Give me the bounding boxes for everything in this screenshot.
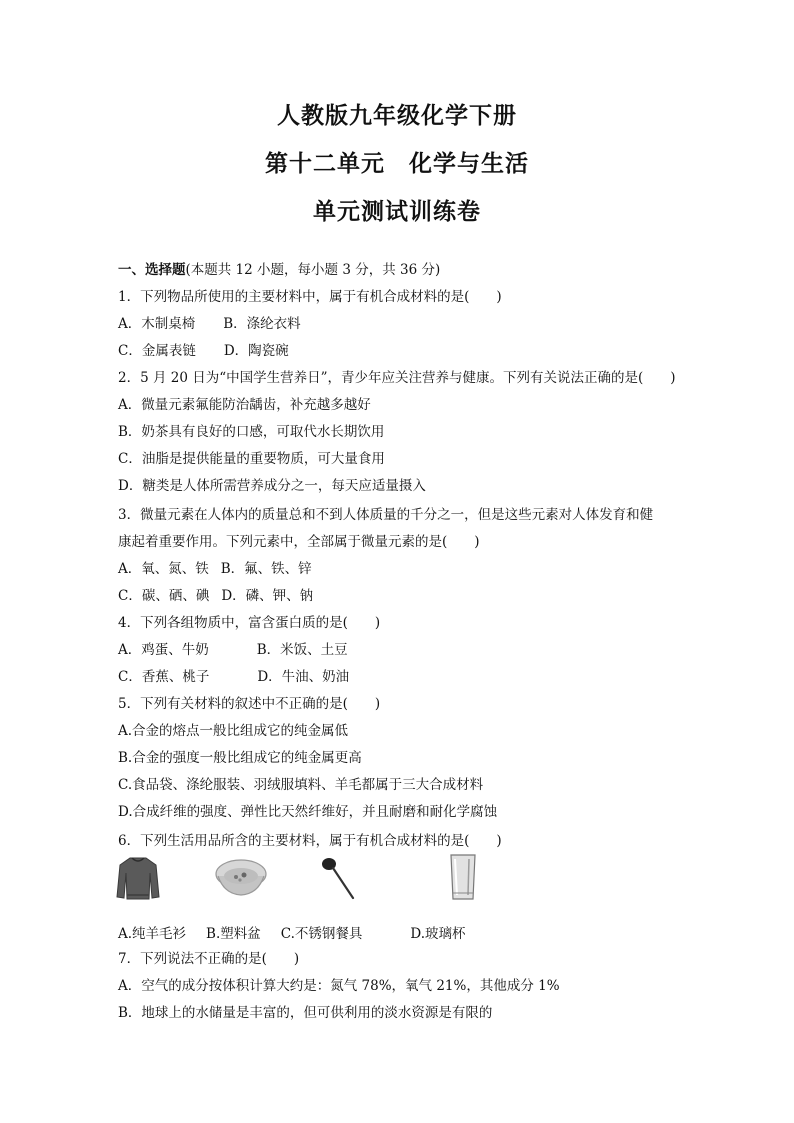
q4-stem: 4．下列各组物质中，富含蛋白质的是( ) (118, 615, 381, 631)
q1-option-a: A．木制桌椅 (118, 316, 196, 332)
steel-spoon-icon (318, 855, 358, 901)
q6-option-d: D.玻璃杯 (410, 926, 466, 942)
q1-options-cd (118, 342, 289, 360)
q3-option-b: B．氟、铁、锌 (220, 561, 312, 577)
q2-option-a: A．微量元素氟能防治龋齿，补充越多越好 (118, 397, 371, 413)
q7-option-a: A．空气的成分按体积计算大约是：氮气 78%，氧气 21%，其他成分 1% (118, 978, 560, 994)
q6-stem: 6．下列生活用品所含的主要材料，属于有机合成材料的是( ) (118, 833, 502, 849)
glass-cup-icon (449, 853, 477, 901)
q5-stem: 5．下列有关材料的叙述中不正确的是( ) (118, 696, 381, 712)
q1-option-c: C．金属表链 (118, 343, 196, 359)
exam-subtitle: 单元测试训练卷 (313, 198, 481, 225)
q5-option-b: B.合金的强度一般比组成它的纯金属更高 (118, 750, 362, 766)
q5-option-c: C.食品袋、涤纶服装、羽绒服填料、羊毛都属于三大合成材料 (118, 777, 484, 793)
q4-option-a: A．鸡蛋、牛奶 (118, 642, 209, 658)
sweater-icon (116, 855, 160, 901)
q1-stem: 1．下列物品所使用的主要材料中，属于有机合成材料的是( ) (118, 289, 502, 305)
q6-options (118, 925, 466, 943)
q3-stem-line2: 康起着重要作用。下列元素中，全部属于微量元素的是( ) (118, 534, 480, 550)
section-label: 一、选择题 (118, 262, 186, 278)
q6-option-c: C.不锈钢餐具 (280, 926, 363, 942)
q6-option-a: A.纯羊毛衫 (118, 926, 187, 942)
q5-option-d: D.合成纤维的强度、弹性比天然纤维好，并且耐磨和耐化学腐蚀 (118, 804, 498, 820)
q4-option-b: B．米饭、土豆 (256, 642, 348, 658)
exam-title: 人教版九年级化学下册 (277, 102, 517, 129)
q4-option-c: C．香蕉、桃子 (118, 669, 210, 685)
q4-options-cd (118, 668, 349, 686)
q2-option-d: D．糖类是人体所需营养成分之一，每天应适量摄入 (118, 478, 426, 494)
q3-options-ab (118, 560, 312, 578)
q1-options-ab (118, 315, 301, 333)
q7-option-b: B．地球上的水储量是丰富的，但可供利用的淡水资源是有限的 (118, 1005, 493, 1021)
q3-options-cd (118, 587, 313, 605)
q3-option-a: A．氧、氮、铁 (118, 561, 209, 577)
q4-options-ab (118, 641, 348, 659)
plastic-basin-icon (214, 856, 268, 898)
q2-stem: 2．5 月 20 日为“中国学生营养日”，青少年应关注营养与健康。下列有关说法正确的是( ) (118, 370, 676, 386)
q1-option-d: D．陶瓷碗 (223, 343, 289, 359)
unit-title: 第十二单元 化学与生活 (265, 150, 529, 177)
q6-option-b: B.塑料盆 (206, 926, 261, 942)
q7-stem: 7．下列说法不正确的是( ) (118, 951, 300, 967)
q5-option-a: A.合金的熔点一般比组成它的纯金属低 (118, 723, 349, 739)
section-note: (本题共 12 小题，每小题 3 分，共 36 分) (185, 262, 441, 278)
section-header (118, 261, 440, 279)
q3-option-d: D．磷、钾、钠 (221, 588, 314, 604)
q2-option-c: C．油脂是提供能量的重要物质，可大量食用 (118, 451, 385, 467)
q3-option-c: C．碳、硒、碘 (118, 588, 210, 604)
q3-stem-line1: 3．微量元素在人体内的质量总和不到人体质量的千分之一，但是这些元素对人体发育和健 (118, 507, 654, 523)
q2-option-b: B．奶茶具有良好的口感，可取代水长期饮用 (118, 424, 385, 440)
q1-option-b: B．涤纶衣料 (223, 316, 301, 332)
q4-option-d: D．牛油、奶油 (257, 669, 350, 685)
